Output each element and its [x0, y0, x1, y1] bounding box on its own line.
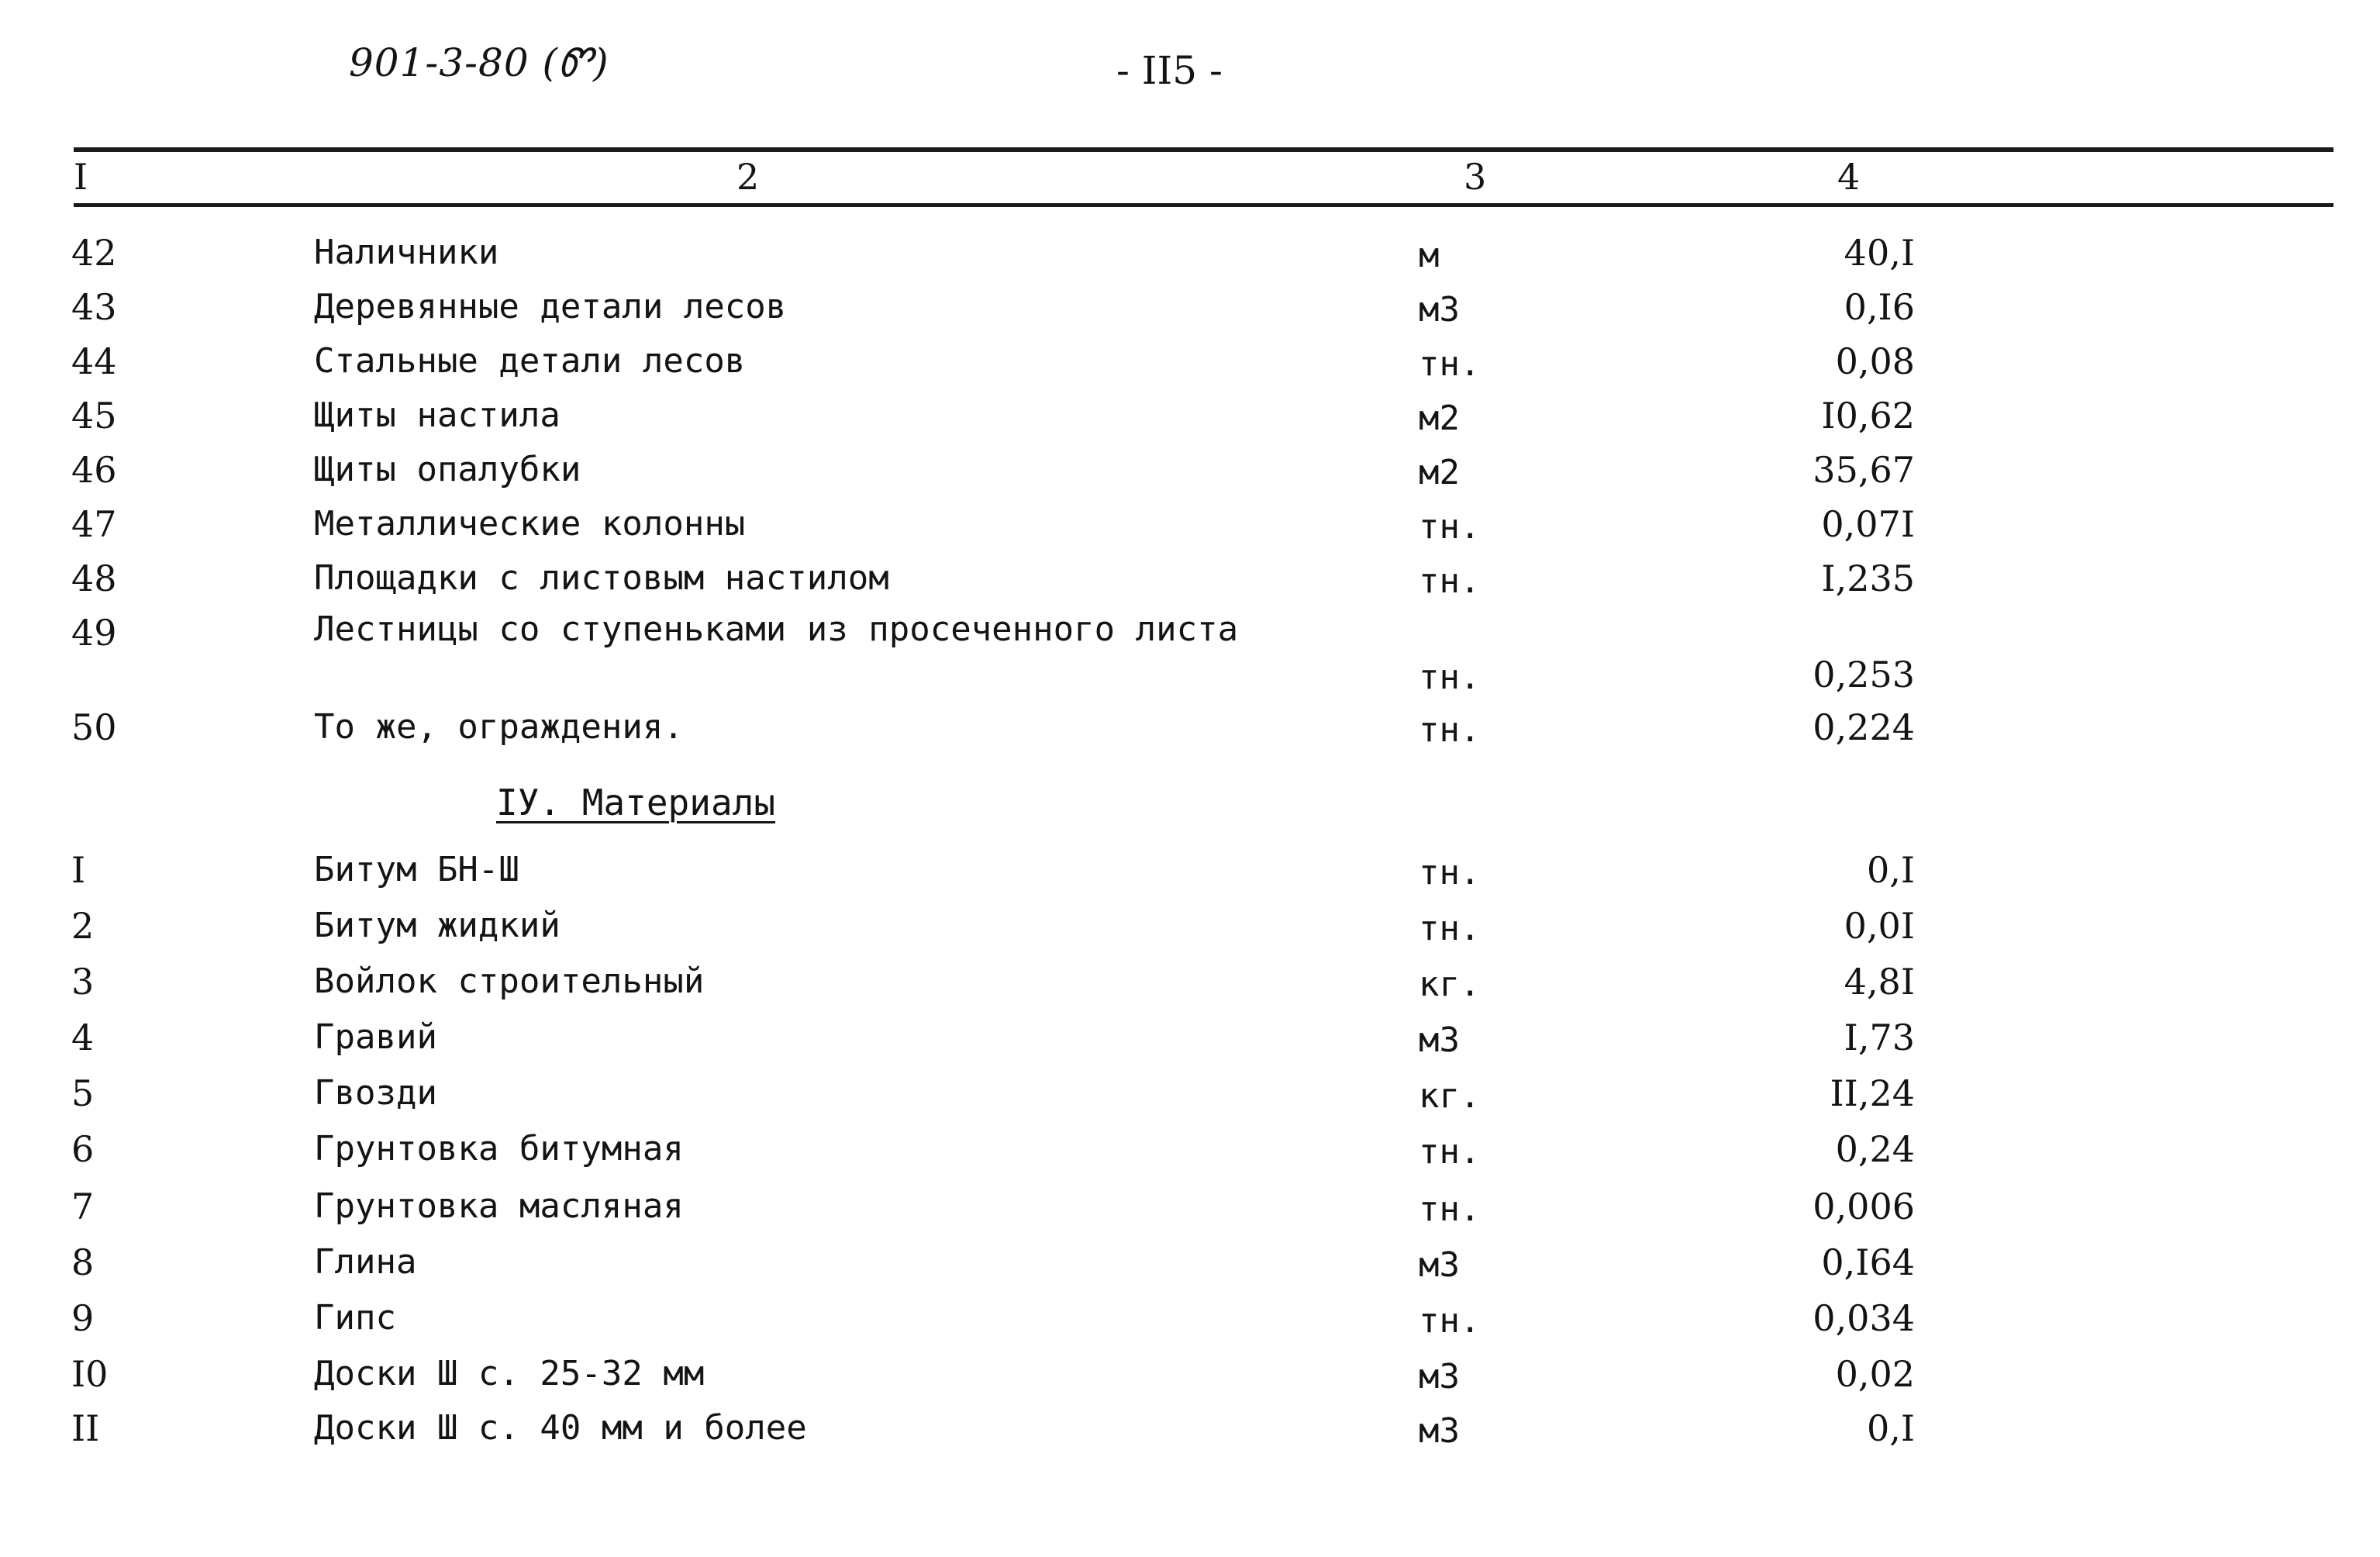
- row-number: 44: [71, 340, 117, 382]
- table-row: [0, 392, 2380, 440]
- table-row: [0, 1405, 2380, 1453]
- row-number: 3: [71, 961, 95, 1003]
- item-quantity: 0,034: [1813, 1297, 1915, 1339]
- item-unit: тн.: [1419, 909, 1481, 948]
- table-row: [0, 284, 2380, 332]
- item-quantity: 0,006: [1813, 1186, 1915, 1227]
- item-name: Гравий: [314, 1017, 437, 1057]
- item-quantity: 0,224: [1813, 706, 1915, 748]
- item-name: Гипс: [314, 1298, 396, 1338]
- table-row: [0, 1351, 2380, 1399]
- item-name: Глина: [314, 1242, 417, 1282]
- item-quantity: 0,07I: [1821, 503, 1915, 545]
- item-unit: тн.: [1419, 1189, 1481, 1229]
- table-row: [0, 1239, 2380, 1287]
- item-quantity: I0,62: [1821, 395, 1915, 437]
- item-quantity: 40,I: [1844, 232, 1915, 274]
- item-quantity: II,24: [1830, 1072, 1915, 1114]
- row-number: 42: [71, 232, 117, 274]
- table-row: [0, 903, 2380, 951]
- row-number: I: [71, 849, 86, 891]
- table-row: [0, 501, 2380, 549]
- item-quantity: 0,I: [1866, 1407, 1915, 1449]
- row-number: II: [71, 1407, 100, 1449]
- item-name: Металлические колонны: [314, 504, 746, 544]
- item-name: Битум жидкий: [314, 906, 561, 945]
- item-name: Доски Ш с. 40 мм и более: [314, 1408, 807, 1448]
- row-number: 43: [71, 286, 117, 328]
- column-header-1: I: [74, 156, 88, 198]
- table-row: [0, 447, 2380, 495]
- item-quantity: I,235: [1821, 558, 1915, 599]
- item-name: Площадки с листовым настилом: [314, 558, 889, 598]
- item-quantity: 0,24: [1835, 1128, 1915, 1170]
- item-unit: тн.: [1419, 710, 1481, 750]
- table-row: [0, 338, 2380, 386]
- item-name: Наличники: [314, 233, 499, 272]
- table-row: [0, 1126, 2380, 1174]
- item-name: Грунтовка масляная: [314, 1186, 684, 1226]
- item-unit: кг.: [1419, 1076, 1481, 1116]
- item-name: Стальные детали лесов: [314, 341, 746, 381]
- item-name: Войлок строительный: [314, 961, 705, 1001]
- row-number: 46: [71, 449, 117, 491]
- row-number: 48: [71, 558, 117, 599]
- item-name: Лестницы со ступеньками из просеченного листа: [314, 609, 1239, 649]
- item-quantity: 0,I: [1866, 849, 1915, 891]
- table-row: [0, 609, 2380, 707]
- item-name: Грунтовка битумная: [314, 1129, 684, 1169]
- item-unit: тн.: [1419, 507, 1481, 547]
- item-unit: м3: [1419, 1357, 1460, 1396]
- row-number: I0: [71, 1353, 109, 1395]
- table-row: [0, 1070, 2380, 1118]
- item-unit: тн.: [1419, 658, 1481, 697]
- column-header-2: 2: [736, 156, 760, 198]
- table-row: [0, 704, 2380, 752]
- item-quantity: 0,I64: [1821, 1241, 1915, 1283]
- table-row: [0, 555, 2380, 603]
- item-quantity: 4,8I: [1844, 961, 1915, 1003]
- row-number: 47: [71, 503, 117, 545]
- item-unit: м: [1419, 236, 1440, 275]
- item-unit: м2: [1419, 453, 1460, 492]
- item-quantity: I,73: [1844, 1017, 1915, 1058]
- row-number: 45: [71, 395, 117, 437]
- item-name: Деревянные детали лесов: [314, 287, 787, 326]
- item-unit: тн.: [1419, 853, 1481, 892]
- item-name: Битум БН-Ш: [314, 850, 519, 889]
- item-quantity: 0,253: [1813, 654, 1915, 696]
- item-quantity: 35,67: [1813, 449, 1915, 491]
- item-quantity: 0,08: [1835, 340, 1915, 382]
- row-number: 2: [71, 905, 95, 947]
- item-name: Доски Ш с. 25-32 мм: [314, 1354, 705, 1393]
- row-number: 4: [71, 1017, 95, 1058]
- item-unit: м2: [1419, 399, 1460, 438]
- table-row: [0, 847, 2380, 895]
- row-number: 49: [71, 612, 117, 654]
- item-name: Щиты опалубки: [314, 450, 581, 489]
- item-unit: тн.: [1419, 1132, 1481, 1172]
- item-quantity: 0,0I: [1844, 905, 1915, 947]
- item-unit: тн.: [1419, 344, 1481, 384]
- item-name: Гвозди: [314, 1073, 437, 1113]
- row-number: 9: [71, 1297, 95, 1339]
- table-row: [0, 1183, 2380, 1231]
- section-title: IУ. Материалы: [496, 782, 776, 823]
- item-unit: м3: [1419, 290, 1460, 330]
- column-header-3: 3: [1464, 156, 1487, 198]
- row-number: 5: [71, 1072, 95, 1114]
- row-number: 50: [71, 706, 117, 748]
- item-unit: кг.: [1419, 965, 1481, 1004]
- item-quantity: 0,I6: [1844, 286, 1915, 328]
- item-unit: м3: [1419, 1020, 1460, 1060]
- table-row: [0, 230, 2380, 278]
- row-number: 7: [71, 1186, 95, 1227]
- item-unit: тн.: [1419, 561, 1481, 601]
- item-unit: тн.: [1419, 1301, 1481, 1341]
- page-number: - II5 -: [1116, 48, 1223, 93]
- row-number: 6: [71, 1128, 95, 1170]
- item-name: Щиты настила: [314, 395, 561, 435]
- item-name: То же, ограждения.: [314, 707, 684, 747]
- document-code: 901-3-80 (Ꮫ): [349, 40, 609, 85]
- table-row: [0, 1295, 2380, 1343]
- table-row: [0, 958, 2380, 1006]
- item-unit: м3: [1419, 1411, 1460, 1451]
- table-row: [0, 1014, 2380, 1062]
- row-number: 8: [71, 1241, 95, 1283]
- column-header-4: 4: [1837, 156, 1861, 198]
- item-unit: м3: [1419, 1245, 1460, 1285]
- item-quantity: 0,02: [1835, 1353, 1915, 1395]
